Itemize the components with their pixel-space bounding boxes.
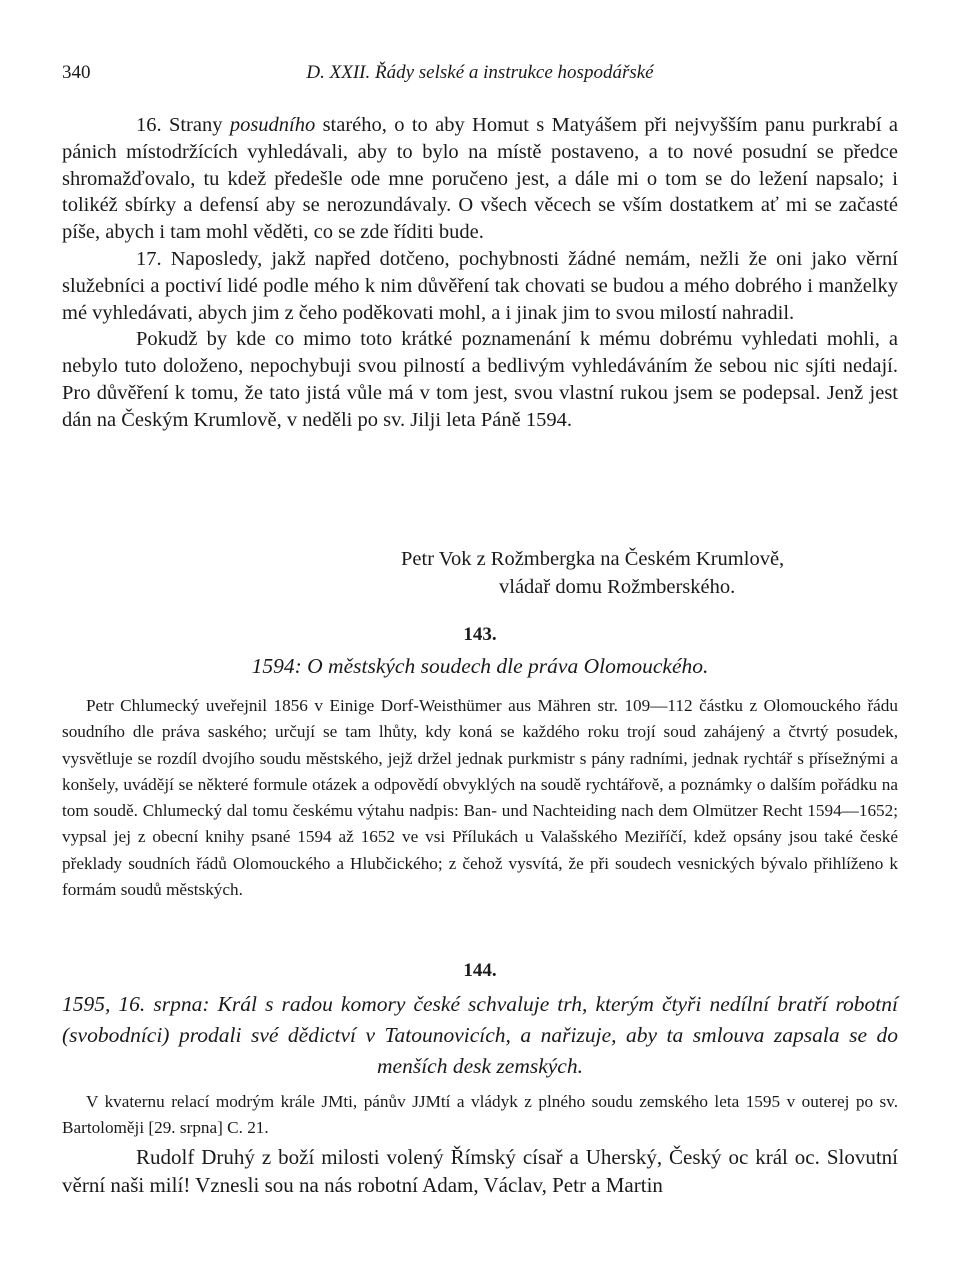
article-17: 17. Naposledy, jakž napřed dotčeno, pochybnosti žádné nemám, nežli že oni jako věrní služebníci a poctiví lidé podle mého k nim důvěření tak chovati se budou a mého dobrého i manželky mé vyhledávati, abych jim z čeho poděkovati mohl, a i jinak jim to svou milostí nahradil. xyxy=(62,247,898,324)
document-142-body xyxy=(62,112,898,434)
signature-line-1: Petr Vok z Rožmbergka na Českém Krumlově, xyxy=(401,548,785,570)
document-144-note-block xyxy=(62,1089,898,1142)
document-143-editorial-note: Petr Chlumecký uveřejnil 1856 v Einige Dorf-Weisthümer aus Mähren str. 109—112 částku z Olomouckého řádu soudního dle práva saského; určují se tam lhůty, kdy koná se každého roku trojí soud zahájený a čtvrtý posudek, vysvětluje se rozdíl dvojího soudu městského, jejž držel jednak purkmistr s pány radními, jednak rychtář s přísežnými a konšely, uvádějí se některé formule otázek a odpovědí obvyklých na soudě rychtářově, a poznámky o dalším pořádku na tom soudě. Chlumecký dal tomu českému výtahu nadpis: Ban- und Nachteiding nach dem Olmützer Recht 1594—1652; vypsal jej z obecní knihy psané 1594 až 1652 ve vsi Přílukách u Valašského Meziříčí, kdež opsány jsou také české překlady soudních řádů Olomouckého a Hlubčického; z čehož vysvítá, že při soudech vesnických bývalo přihlíženo k formám soudů městských. xyxy=(62,696,898,900)
article-16-start: 16. Strany xyxy=(136,114,230,136)
running-title: D. XXII. Řády selské a instrukce hospodářské xyxy=(306,62,654,83)
document-144-body-block xyxy=(62,1143,898,1199)
signature-line-2: vládař domu Rožmberského. xyxy=(499,576,736,598)
article-16-italic-term: posudního xyxy=(229,114,316,136)
document-143-note-block xyxy=(62,693,898,903)
document-page xyxy=(62,0,898,1268)
running-head xyxy=(62,62,898,92)
document-143-heading: 1594: O městských soudech dle práva Olomouckého. xyxy=(251,654,709,678)
document-144-heading: 1595, 16. srpna: Král s radou komory české schvaluje trh, kterým čtyři nedílní bratří robotní (svobodníci) prodali své dědictví v Tatounovicích, a nařizuje, aby ta smlouva zapsala se do menších desk zemských. xyxy=(62,992,898,1078)
document-144-editorial-note: V kvaternu relací modrým krále JMti, pánův JJMtí a vládyk z plného soudu zemského leta 1595 v outerej po sv. Bartoloměji [29. srpna] C. 21. xyxy=(62,1092,898,1138)
document-144-body-text: Rudolf Druhý z boží milosti volený Římský císař a Uherský, Český oc král oc. Slovutní věrní naši milí! Vznesli sou na nás robotní Adam, Václav, Petr a Martin xyxy=(62,1145,898,1197)
article-16 xyxy=(62,112,898,246)
document-143-number: 143. xyxy=(463,624,497,645)
article-16-rest: starého, o to aby Homut s Matyášem při nejvyšším panu purkrabí a pánich místodržících vyhledávali, aby to bylo na místě postaveno, a to nové posudní se předce shromažďovalo, tu kdež předešle ode mne poručeno jest, a dále mi o tom se do ležení napsalo; i tolikéž sbírky a defensí aby se nerozundávaly. O všech věcech se vším dostatkem ať mi se začasté píše, abych i tam mohl věděti, co se zde říditi bude. xyxy=(62,114,898,244)
page-number: 340 xyxy=(62,62,91,83)
document-144-number: 144. xyxy=(463,960,497,981)
closing-paragraph: Pokudž by kde co mimo toto krátké poznamenání k mému dobrému vyhledati mohli, a nebylo tuto doloženo, nepochybuji svou pilností a bedlivým vyhledáváním že sebou nic sjíti nedají. Pro důvěření k tomu, že tato jistá vůle má v tom jest, svou vlastní rukou jsem se podepsal. Jenž jest dán na Českým Krumlově, v neděli po sv. Jilji leta Páně 1594. xyxy=(62,328,898,431)
